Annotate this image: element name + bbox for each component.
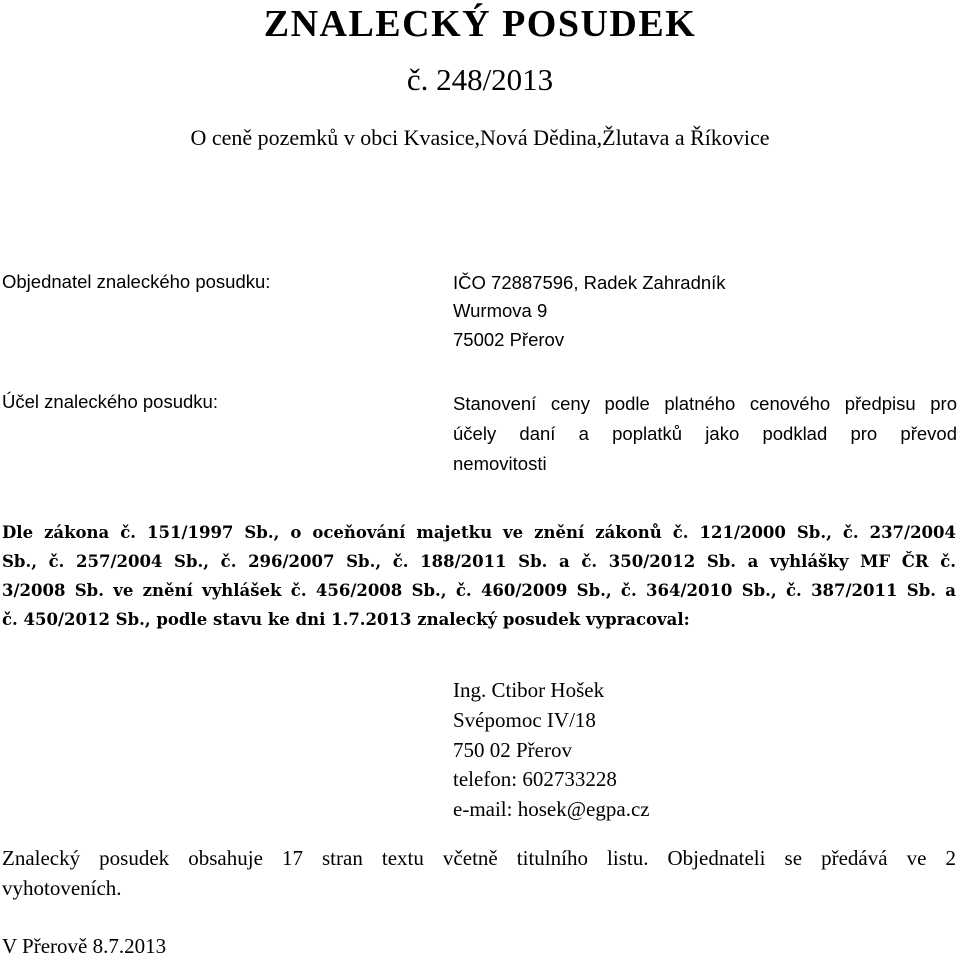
purpose-line-2: účely daní a poplatků jako podklad pro převod — [453, 423, 957, 444]
legal-line-2: Sb., č. 257/2004 Sb., č. 296/2007 Sb., č. 188/2011 Sb. a č. 350/2012 Sb. a vyhlášky MF ČR č. — [2, 552, 956, 571]
purpose-label: Účel znaleckého posudku: — [2, 391, 218, 412]
client-line-2: Wurmova 9 — [453, 300, 548, 321]
document-subject: O ceně pozemků v obci Kvasice,Nová Dědina,Žlutava a Říkovice — [190, 125, 770, 150]
legal-line-4: č. 450/2012 Sb., podle stavu ke dni 1.7.2013 znalecký posudek vypracoval: — [2, 610, 690, 629]
expert-street: Svépomoc IV/18 — [453, 708, 596, 732]
expert-email: e-mail: hosek@egpa.cz — [453, 797, 650, 821]
document-title: ZNALECKÝ POSUDEK — [263, 3, 697, 45]
legal-basis-paragraph — [2, 518, 956, 634]
purpose-line-1: Stanovení ceny podle platného cenového předpisu pro — [453, 393, 957, 414]
document-number: č. 248/2013 — [406, 62, 554, 97]
expert-name: Ing. Ctibor Hošek — [453, 678, 605, 702]
place-and-date: V Přerově 8.7.2013 — [2, 934, 167, 958]
expert-phone: telefon: 602733228 — [453, 767, 617, 791]
purpose-text — [453, 389, 957, 479]
legal-line-3: 3/2008 Sb. ve znění vyhlášek č. 456/2008 Sb., č. 460/2009 Sb., č. 364/2010 Sb., č. 387/2011 Sb. a — [2, 581, 956, 600]
footer-line-1: Znalecký posudek obsahuje 17 stran textu včetně titulního listu. Objednateli se předává ve 2 — [2, 846, 956, 870]
legal-line-1: Dle zákona č. 151/1997 Sb., o oceňování majetku ve znění zákonů č. 121/2000 Sb., č. 237/2004 — [2, 523, 956, 542]
expert-city: 750 02 Přerov — [453, 738, 572, 762]
client-line-1: IČO 72887596, Radek Zahradník — [453, 272, 726, 293]
purpose-line-3: nemovitosti — [453, 453, 547, 474]
footer-line-2: vyhotoveních. — [2, 876, 122, 900]
client-line-3: 75002 Přerov — [453, 329, 565, 350]
client-label: Objednatel znaleckého posudku: — [2, 271, 271, 292]
footer-paragraph — [2, 843, 956, 903]
